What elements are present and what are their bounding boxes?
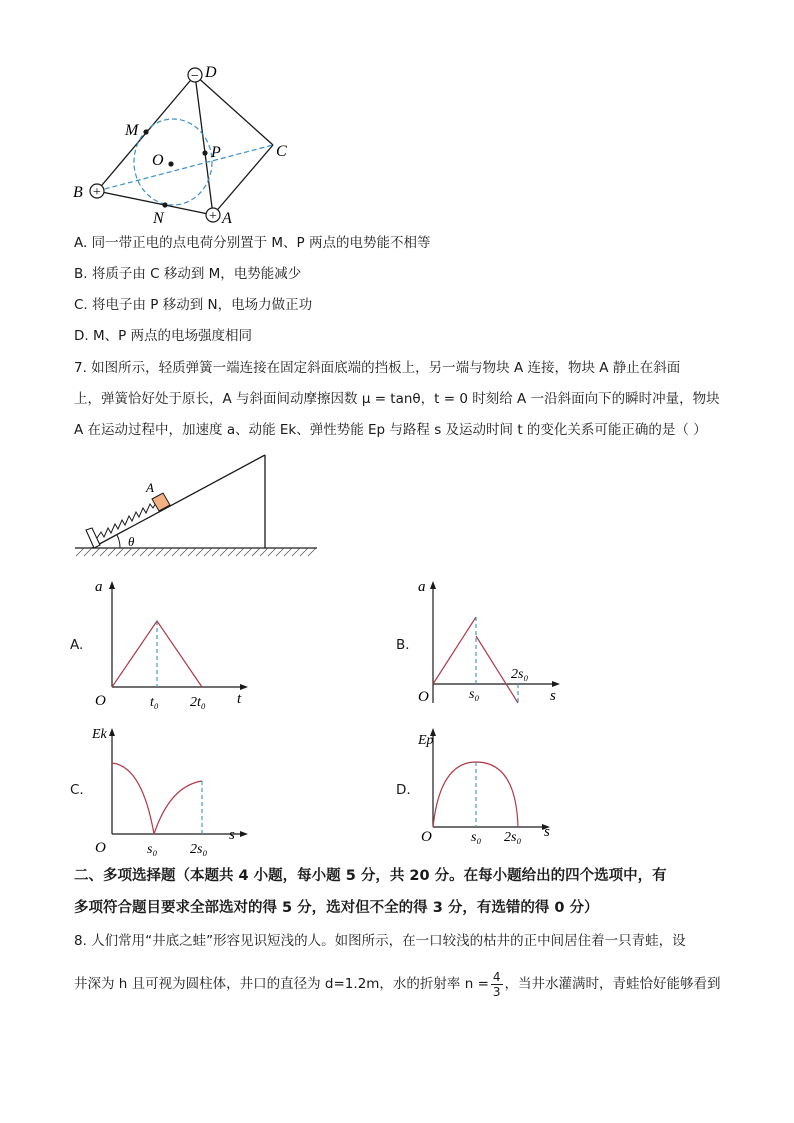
graph-b-ylabel: a (418, 579, 426, 595)
label-A: A (222, 210, 232, 227)
graph-a-origin: O (95, 693, 106, 709)
point-P (202, 150, 207, 155)
graph-d-tick1: s₀ (471, 830, 482, 845)
refraction-fraction (491, 970, 503, 999)
graph-c-y-arrow (109, 728, 115, 736)
label-C: C (276, 143, 287, 160)
graph-d (416, 722, 586, 862)
tetrahedron-figure (60, 55, 320, 235)
spring (97, 501, 157, 538)
q6-option-d: D. M、P 两点的电场强度相同 (74, 328, 253, 344)
graph-a-xlabel: t (237, 691, 242, 707)
charge-A-sign: + (209, 209, 217, 224)
angle-label: θ (128, 534, 135, 549)
graph-a-tick1: t₀ (150, 695, 159, 710)
graph-c-x-arrow (240, 831, 248, 837)
graph-b-origin: O (418, 689, 429, 705)
baffle-plate (86, 528, 100, 548)
graph-c-ylabel: Ek (92, 727, 107, 742)
graph-c-tick2: 2s₀ (190, 842, 208, 857)
q8-stem-line2 (74, 965, 721, 1003)
label-O: O (152, 152, 164, 169)
graph-a-y-arrow (109, 581, 115, 589)
charge-B-sign: + (93, 185, 101, 200)
graph-a-option: A. (70, 637, 84, 653)
graph-b-curve-rise (433, 617, 476, 684)
graph-a-tick2: 2t₀ (190, 695, 206, 710)
label-D: D (205, 64, 217, 81)
incline-figure (70, 448, 330, 566)
graph-a-ylabel: a (95, 579, 103, 595)
charge-D-sign: − (191, 69, 199, 84)
point-M (143, 129, 148, 134)
q8-line2-pre: 井深为 h 且可视为圆柱体，井口的直径为 d=1.2m，水的折射率 n = (74, 976, 489, 992)
edge-DC (195, 75, 273, 145)
graph-c-curve (112, 763, 202, 834)
graph-c-option: C. (70, 782, 84, 798)
label-M: M (125, 122, 139, 139)
graph-d-origin: O (421, 829, 432, 845)
fraction-denominator: 3 (492, 984, 501, 999)
section2-heading-line2: 多项符合题目要求全部选对的得 5 分，选对但不全的得 3 分，有选错的得 0 分） (74, 900, 599, 916)
graph-d-ylabel: Ep (418, 733, 434, 748)
q8-line2-post: ，当井水灌满时，青蛙恰好能够看到 (504, 976, 721, 992)
graph-c-origin: O (95, 840, 106, 856)
angle-arc (117, 535, 120, 548)
block-A (152, 493, 170, 511)
block-label: A (146, 480, 154, 495)
edge-AC (213, 145, 273, 215)
graph-d-tick2: 2s₀ (504, 830, 522, 845)
label-N: N (153, 210, 164, 227)
graph-c-tick1: s₀ (147, 842, 158, 857)
q6-option-c: C. 将电子由 P 移动到 N，电场力做正功 (74, 297, 313, 313)
graph-b-xlabel: s (550, 688, 556, 704)
graph-b-tick2: 2s₀ (511, 667, 529, 682)
graph-d-option: D. (396, 782, 411, 798)
graph-b-tick1: s₀ (469, 687, 480, 702)
point-N (162, 202, 167, 207)
q7-stem-line1: 7. 如图所示，轻质弹簧一端连接在固定斜面底端的挡板上，另一端与物块 A 连接，物块 A 静止在斜面 (74, 360, 681, 376)
graph-d-xlabel: s (544, 824, 550, 840)
graph-b-y-arrow (430, 581, 436, 589)
section2-heading-line1: 二、多项选择题（本题共 4 小题，每小题 5 分，共 20 分。在每小题给出的四个选项中，有 (74, 868, 667, 884)
q7-stem-line2: 上，弹簧恰好处于原长，A 与斜面间动摩擦因数 μ = tanθ，t = 0 时刻给 A 一沿斜面向下的瞬时冲量，物块 (74, 391, 720, 407)
label-P: P (211, 144, 221, 161)
graph-b (416, 575, 586, 715)
incline-surface (92, 455, 265, 548)
graph-a-x-arrow (240, 684, 248, 690)
q8-stem-line1: 8. 人们常用“井底之蛙”形容见识短浅的人。如图所示，在一口较浅的枯井的正中间居住着一只青蛙，设 (74, 933, 686, 949)
q6-option-a: A. 同一带正电的点电荷分别置于 M、P 两点的电势能不相等 (74, 235, 431, 251)
graph-b-option: B. (396, 637, 410, 653)
point-O (168, 161, 173, 166)
q7-stem-line3: A 在运动过程中，加速度 a、动能 Ek、弹性势能 Ep 与路程 s 及运动时间 t 的变化关系可能正确的是（ ） (74, 422, 707, 438)
ground-hatch (76, 548, 316, 556)
graph-a (92, 575, 262, 715)
graph-c-xlabel: s (229, 827, 235, 843)
graph-c (92, 722, 262, 862)
graph-b-x-arrow (552, 681, 560, 687)
q6-option-b: B. 将质子由 C 移动到 M，电势能减少 (74, 266, 302, 282)
fraction-numerator: 4 (492, 969, 501, 984)
label-B: B (73, 184, 83, 201)
edge-BC-dashed (97, 145, 273, 191)
